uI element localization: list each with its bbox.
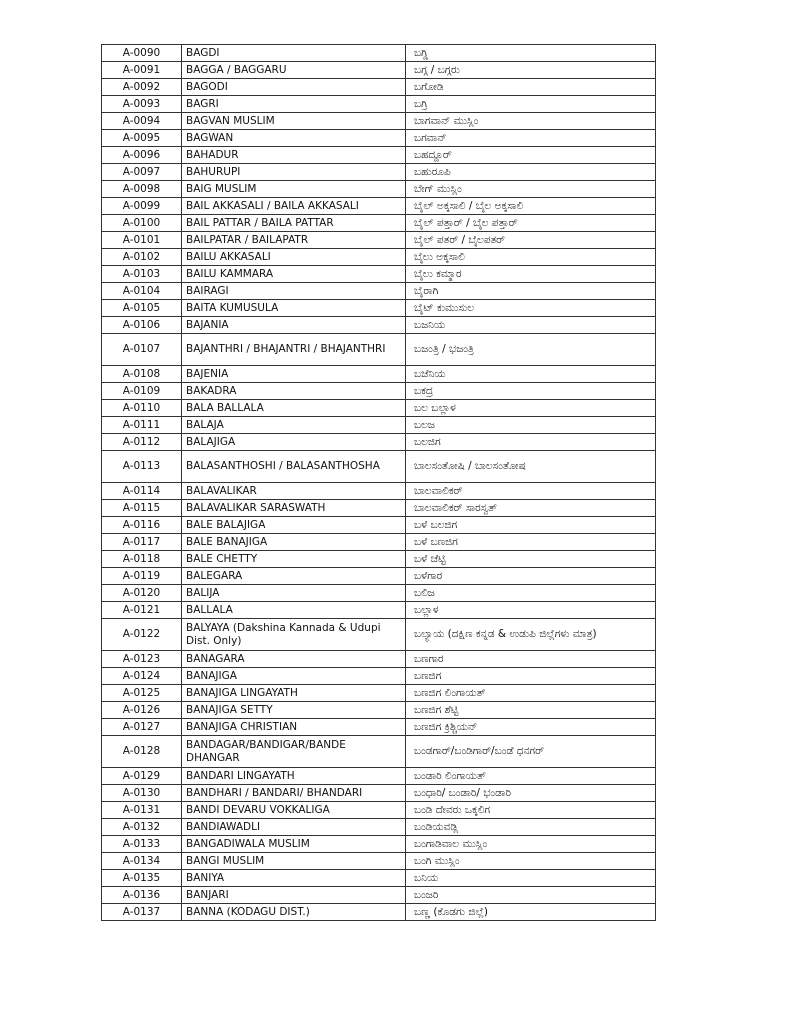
- caste-code-cell: A-0124: [102, 668, 182, 685]
- caste-kannada-name-cell: ಬಗವಾನ್: [406, 130, 656, 147]
- caste-code-cell: A-0134: [102, 853, 182, 870]
- caste-code-cell: A-0127: [102, 719, 182, 736]
- caste-code-cell: A-0095: [102, 130, 182, 147]
- caste-name-cell: BAIL AKKASALI / BAILA AKKASALI: [182, 198, 406, 215]
- caste-name-cell: BALEGARA: [182, 568, 406, 585]
- caste-code-cell: A-0112: [102, 434, 182, 451]
- caste-code-cell: A-0137: [102, 904, 182, 921]
- table-row: [102, 198, 656, 215]
- caste-kannada-name-cell: ಬಗ್ಗ / ಬಗ್ಗರು: [406, 62, 656, 79]
- table-row: [102, 802, 656, 819]
- caste-name-cell: BALE CHETTY: [182, 551, 406, 568]
- caste-name-cell: BANAJIGA SETTY: [182, 702, 406, 719]
- caste-name-cell: BANDAGAR/BANDIGAR/BANDE DHANGAR: [182, 736, 406, 768]
- caste-code-cell: A-0121: [102, 602, 182, 619]
- caste-name-cell: BALAVALIKAR: [182, 483, 406, 500]
- caste-kannada-name-cell: ಬಲ ಬಲ್ಲಾಳ: [406, 400, 656, 417]
- table-row: [102, 383, 656, 400]
- caste-kannada-name-cell: ಬಳೆ ಬಲಜಿಗ: [406, 517, 656, 534]
- caste-kannada-name-cell: ಬಲಜಿಗ: [406, 434, 656, 451]
- caste-kannada-name-cell: ಬಣಜಿಗ ಶೆಟ್ಟಿ: [406, 702, 656, 719]
- caste-kannada-name-cell: ಬೈಲು ಅಕ್ಕಸಾಲಿ: [406, 249, 656, 266]
- caste-code-cell: A-0090: [102, 45, 182, 62]
- caste-kannada-name-cell: ಬಗೋಡಿ: [406, 79, 656, 96]
- caste-kannada-name-cell: ಬಂಧಾರಿ/ ಬಂಡಾರಿ/ ಭಂಡಾರಿ: [406, 785, 656, 802]
- caste-code-cell: A-0097: [102, 164, 182, 181]
- table-row: [102, 266, 656, 283]
- caste-name-cell: BAGDI: [182, 45, 406, 62]
- caste-name-cell: BALLALA: [182, 602, 406, 619]
- table-row: [102, 113, 656, 130]
- table-row: [102, 483, 656, 500]
- table-row: [102, 836, 656, 853]
- caste-kannada-name-cell: ಬಲ್ಯಾಯ (ದಕ್ಷಿಣ ಕನ್ನಡ & ಉಡುಪಿ ಜಿಲ್ಲೆಗಳು ಮಾತ್ರ): [406, 619, 656, 651]
- caste-code-cell: A-0132: [102, 819, 182, 836]
- caste-code-cell: A-0135: [102, 870, 182, 887]
- caste-kannada-name-cell: ಬಾಲಸಂತೋಷಿ / ಬಾಲಸಂತೋಷ: [406, 451, 656, 483]
- caste-code-cell: A-0111: [102, 417, 182, 434]
- caste-kannada-name-cell: ಬಜಂತ್ರಿ / ಭಜಂತ್ರಿ: [406, 334, 656, 366]
- caste-code-cell: A-0120: [102, 585, 182, 602]
- caste-kannada-name-cell: ಬಂಜರಿ: [406, 887, 656, 904]
- caste-name-cell: BANAGARA: [182, 651, 406, 668]
- table-row: [102, 819, 656, 836]
- caste-kannada-name-cell: ಬೈಲ್ ಪತರ್ / ಬೈಲಪತರ್: [406, 232, 656, 249]
- caste-name-cell: BALYAYA (Dakshina Kannada & Udupi Dist. Only): [182, 619, 406, 651]
- caste-name-cell: BAHURUPI: [182, 164, 406, 181]
- caste-name-cell: BAJANIA: [182, 317, 406, 334]
- caste-code-cell: A-0117: [102, 534, 182, 551]
- caste-code-cell: A-0125: [102, 685, 182, 702]
- caste-name-cell: BAGVAN MUSLIM: [182, 113, 406, 130]
- table-row: [102, 366, 656, 383]
- table-row: [102, 551, 656, 568]
- caste-kannada-name-cell: ಬಕದ್ರ: [406, 383, 656, 400]
- caste-name-cell: BALIJA: [182, 585, 406, 602]
- caste-name-cell: BAITA KUMUSULA: [182, 300, 406, 317]
- caste-kannada-name-cell: ಬಂಡಾರಿ ಲಿಂಗಾಯತ್: [406, 768, 656, 785]
- caste-kannada-name-cell: ಬಣಜಿಗ: [406, 668, 656, 685]
- caste-name-cell: BANDIAWADLI: [182, 819, 406, 836]
- table-row: [102, 853, 656, 870]
- caste-name-cell: BAILPATAR / BAILAPATR: [182, 232, 406, 249]
- caste-code-cell: A-0110: [102, 400, 182, 417]
- caste-code-cell: A-0098: [102, 181, 182, 198]
- caste-name-cell: BALAJA: [182, 417, 406, 434]
- caste-code-cell: A-0091: [102, 62, 182, 79]
- caste-name-cell: BANDARI LINGAYATH: [182, 768, 406, 785]
- table-row: [102, 79, 656, 96]
- caste-kannada-name-cell: ಬಹುರೂಪಿ: [406, 164, 656, 181]
- table-row: [102, 417, 656, 434]
- caste-code-cell: A-0108: [102, 366, 182, 383]
- caste-kannada-name-cell: ಬಳೆಗಾರ: [406, 568, 656, 585]
- table-row: [102, 651, 656, 668]
- caste-code-cell: A-0106: [102, 317, 182, 334]
- caste-kannada-name-cell: ಬಜೆನಿಯ: [406, 366, 656, 383]
- caste-name-cell: BALAVALIKAR SARASWATH: [182, 500, 406, 517]
- caste-code-cell: A-0133: [102, 836, 182, 853]
- table-row: [102, 887, 656, 904]
- table-row: [102, 147, 656, 164]
- caste-name-cell: BANAJIGA CHRISTIAN: [182, 719, 406, 736]
- caste-code-cell: A-0099: [102, 198, 182, 215]
- table-row: [102, 870, 656, 887]
- caste-kannada-name-cell: ಬೈಟ್ ಕುಮುಸುಲ: [406, 300, 656, 317]
- caste-name-cell: BAKADRA: [182, 383, 406, 400]
- caste-code-cell: A-0113: [102, 451, 182, 483]
- caste-name-cell: BALA BALLALA: [182, 400, 406, 417]
- caste-code-cell: A-0102: [102, 249, 182, 266]
- caste-code-cell: A-0109: [102, 383, 182, 400]
- caste-name-cell: BAGODI: [182, 79, 406, 96]
- table-row: [102, 451, 656, 483]
- table-row: [102, 45, 656, 62]
- caste-kannada-name-cell: ಬಗ್ರಿ: [406, 96, 656, 113]
- caste-kannada-name-cell: ಬಲಿಜ: [406, 585, 656, 602]
- caste-code-cell: A-0130: [102, 785, 182, 802]
- table-row: [102, 249, 656, 266]
- caste-kannada-name-cell: ಬಾಗವಾನ್ ಮುಸ್ಲಿಂ: [406, 113, 656, 130]
- table-row: [102, 62, 656, 79]
- table-row: [102, 317, 656, 334]
- caste-code-cell: A-0103: [102, 266, 182, 283]
- caste-code-cell: A-0104: [102, 283, 182, 300]
- caste-name-cell: BANNA (KODAGU DIST.): [182, 904, 406, 921]
- caste-name-cell: BANGI MUSLIM: [182, 853, 406, 870]
- caste-kannada-name-cell: ಬಂಡಿಯವಡ್ಲಿ: [406, 819, 656, 836]
- caste-kannada-name-cell: ಬಲಜ: [406, 417, 656, 434]
- caste-code-cell: A-0092: [102, 79, 182, 96]
- caste-kannada-name-cell: ಬಣಗಾರ: [406, 651, 656, 668]
- table-row: [102, 568, 656, 585]
- caste-kannada-name-cell: ಬಣಜಿಗ ಕ್ರಿಶ್ಚಿಯನ್: [406, 719, 656, 736]
- caste-code-cell: A-0100: [102, 215, 182, 232]
- caste-code-cell: A-0136: [102, 887, 182, 904]
- caste-code-cell: A-0118: [102, 551, 182, 568]
- table-row: [102, 334, 656, 366]
- caste-kannada-name-cell: ಬಳೆ ಬಣಜಿಗ: [406, 534, 656, 551]
- table-row: [102, 96, 656, 113]
- caste-kannada-name-cell: ಬಹದ್ದೂರ್: [406, 147, 656, 164]
- table-row: [102, 215, 656, 232]
- caste-name-cell: BAJENIA: [182, 366, 406, 383]
- caste-kannada-name-cell: ಬಲ್ಲಾಳ: [406, 602, 656, 619]
- table-row: [102, 164, 656, 181]
- caste-code-cell: A-0126: [102, 702, 182, 719]
- table-row: [102, 719, 656, 736]
- caste-code-cell: A-0093: [102, 96, 182, 113]
- table-row: [102, 400, 656, 417]
- table-row: [102, 283, 656, 300]
- caste-code-cell: A-0129: [102, 768, 182, 785]
- caste-code-cell: A-0114: [102, 483, 182, 500]
- caste-name-cell: BAIRAGI: [182, 283, 406, 300]
- caste-name-cell: BAGRI: [182, 96, 406, 113]
- caste-name-cell: BANDHARI / BANDARI/ BHANDARI: [182, 785, 406, 802]
- caste-name-cell: BALE BANAJIGA: [182, 534, 406, 551]
- table-row: [102, 904, 656, 921]
- caste-kannada-name-cell: ಬಣಜಿಗ ಲಿಂಗಾಯತ್: [406, 685, 656, 702]
- caste-code-cell: A-0115: [102, 500, 182, 517]
- caste-kannada-name-cell: ಬಂಡಗಾರ್/ಬಂಡಿಗಾರ್/ಬಂಡೆ ಧನಗರ್: [406, 736, 656, 768]
- caste-code-cell: A-0128: [102, 736, 182, 768]
- caste-name-cell: BALE BALAJIGA: [182, 517, 406, 534]
- caste-name-cell: BAHADUR: [182, 147, 406, 164]
- caste-name-cell: BANAJIGA: [182, 668, 406, 685]
- caste-name-cell: BALASANTHOSHI / BALASANTHOSHA: [182, 451, 406, 483]
- caste-name-cell: BAILU KAMMARA: [182, 266, 406, 283]
- table-row: [102, 602, 656, 619]
- caste-code-cell: A-0094: [102, 113, 182, 130]
- table-row: [102, 619, 656, 651]
- caste-kannada-name-cell: ಬಗ್ಡಿ: [406, 45, 656, 62]
- table-row: [102, 130, 656, 147]
- table-row: [102, 585, 656, 602]
- table-row: [102, 517, 656, 534]
- table-body: [102, 45, 656, 921]
- table-row: [102, 500, 656, 517]
- caste-code-cell: A-0116: [102, 517, 182, 534]
- caste-name-cell: BANIYA: [182, 870, 406, 887]
- caste-kannada-name-cell: ಬಣ್ಣ (ಕೊಡಗು ಜಿಲ್ಲೆ): [406, 904, 656, 921]
- caste-kannada-name-cell: ಬಜನಿಯ: [406, 317, 656, 334]
- caste-kannada-name-cell: ಬೈಲು ಕಮ್ಮಾರ: [406, 266, 656, 283]
- caste-name-cell: BAILU AKKASALI: [182, 249, 406, 266]
- caste-name-cell: BANJARI: [182, 887, 406, 904]
- table-row: [102, 232, 656, 249]
- caste-kannada-name-cell: ಬೈರಾಗಿ: [406, 283, 656, 300]
- caste-code-cell: A-0123: [102, 651, 182, 668]
- caste-kannada-name-cell: ಬೈಲ್ ಪತ್ತಾರ್ / ಬೈಲ ಪತ್ತಾರ್: [406, 215, 656, 232]
- caste-name-cell: BANGADIWALA MUSLIM: [182, 836, 406, 853]
- table-row: [102, 785, 656, 802]
- table-row: [102, 668, 656, 685]
- caste-kannada-name-cell: ಬಳೆ ಚೆಟ್ಟಿ: [406, 551, 656, 568]
- caste-kannada-name-cell: ಬಾಲವಾಲಿಕರ್ ಸಾರಸ್ವತ್: [406, 500, 656, 517]
- caste-name-cell: BAJANTHRI / BHAJANTRI / BHAJANTHRI: [182, 334, 406, 366]
- table-row: [102, 534, 656, 551]
- caste-kannada-name-cell: ಬೇಗ್ ಮುಸ್ಲಿಂ: [406, 181, 656, 198]
- table-row: [102, 685, 656, 702]
- caste-name-cell: BAIG MUSLIM: [182, 181, 406, 198]
- table-row: [102, 736, 656, 768]
- caste-kannada-name-cell: ಬಾಲವಾಲಿಕರ್: [406, 483, 656, 500]
- caste-code-cell: A-0107: [102, 334, 182, 366]
- caste-code-cell: A-0101: [102, 232, 182, 249]
- caste-list-table: [101, 44, 656, 921]
- caste-kannada-name-cell: ಬಂಗಾಡಿವಾಲ ಮುಸ್ಲಿಂ: [406, 836, 656, 853]
- caste-name-cell: BANAJIGA LINGAYATH: [182, 685, 406, 702]
- caste-name-cell: BALAJIGA: [182, 434, 406, 451]
- caste-kannada-name-cell: ಬಂಗಿ ಮುಸ್ಲಿಂ: [406, 853, 656, 870]
- caste-code-cell: A-0131: [102, 802, 182, 819]
- caste-kannada-name-cell: ಬೈಲ್ ಅಕ್ಕಸಾಲಿ / ಬೈಲ ಅಕ್ಕಸಾಲಿ: [406, 198, 656, 215]
- caste-name-cell: BAIL PATTAR / BAILA PATTAR: [182, 215, 406, 232]
- caste-code-cell: A-0105: [102, 300, 182, 317]
- table-row: [102, 181, 656, 198]
- caste-code-cell: A-0096: [102, 147, 182, 164]
- caste-name-cell: BAGWAN: [182, 130, 406, 147]
- table-row: [102, 300, 656, 317]
- caste-kannada-name-cell: ಬಂಡಿ ದೇವರು ಒಕ್ಕಲಿಗ: [406, 802, 656, 819]
- caste-name-cell: BAGGA / BAGGARU: [182, 62, 406, 79]
- caste-code-cell: A-0119: [102, 568, 182, 585]
- table-row: [102, 702, 656, 719]
- caste-kannada-name-cell: ಬನಿಯ: [406, 870, 656, 887]
- table-row: [102, 768, 656, 785]
- caste-code-cell: A-0122: [102, 619, 182, 651]
- table-row: [102, 434, 656, 451]
- caste-name-cell: BANDI DEVARU VOKKALIGA: [182, 802, 406, 819]
